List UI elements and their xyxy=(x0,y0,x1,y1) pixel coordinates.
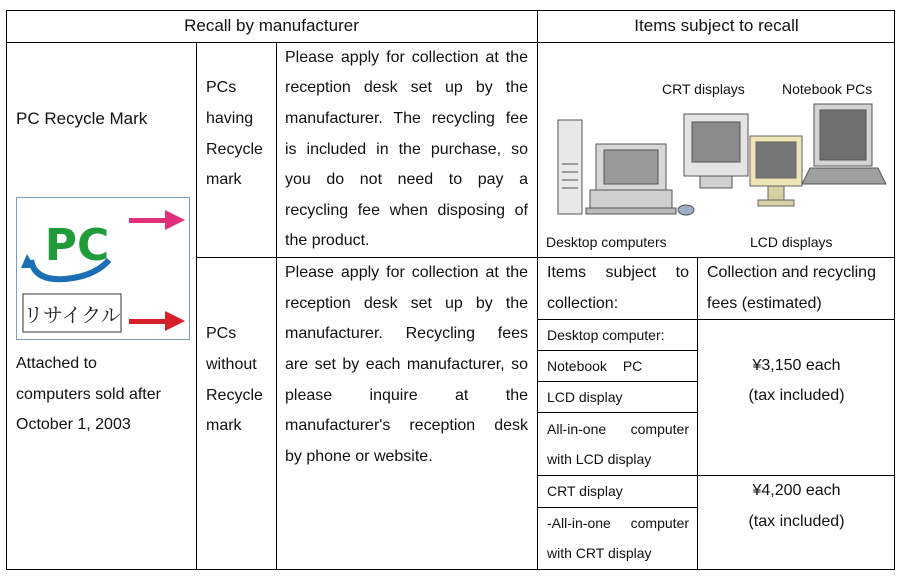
fee-group1-amount: ¥3,150 each xyxy=(752,357,841,374)
mark-note-line-1: Attached to xyxy=(16,355,97,372)
col-divider-b xyxy=(276,42,277,570)
with-mark-desc-5: you do not need to pay a xyxy=(285,171,528,188)
pc-recycle-logo xyxy=(17,198,189,339)
fee-item-all-in-one-crt-1: -All-in-one computer xyxy=(547,515,689,531)
col-divider-a xyxy=(196,42,197,570)
fee-col1-header-1: Items subject to xyxy=(547,264,689,281)
label-desktop-computers: Desktop computers xyxy=(546,234,667,250)
without-mark-label-4: mark xyxy=(206,417,242,434)
without-mark-desc-3: manufacturer. Recycling fees xyxy=(285,325,528,342)
logo-recycle-text: リサイクル xyxy=(23,303,121,327)
mark-note-line-3: October 1, 2003 xyxy=(16,416,131,433)
with-mark-desc-1: Please apply for collection at the xyxy=(285,49,528,66)
fee-group2-tax: (tax included) xyxy=(748,513,845,530)
fee-item-lcd: LCD display xyxy=(547,389,623,405)
label-lcd-displays: LCD displays xyxy=(750,234,833,250)
arrow-right-icon xyxy=(129,210,185,230)
with-mark-label-1: PCs xyxy=(206,79,237,96)
fee-item-desktop: Desktop computer: xyxy=(547,327,665,343)
without-mark-desc-7: by phone or website. xyxy=(285,448,433,465)
center-divider xyxy=(537,10,538,570)
header-items-subject-to-recall: Items subject to recall xyxy=(634,16,799,35)
with-mark-desc-6: recycling fee when disposing of xyxy=(285,202,528,219)
with-mark-desc-4: is included in the purchase, so xyxy=(285,141,528,158)
fee-item-all-in-one-lcd-1: All-in-one computer xyxy=(547,421,689,437)
with-mark-label-2: having xyxy=(206,110,254,127)
fee-item-notebook: Notebook PC xyxy=(547,358,643,374)
fee-col2-header-1: Collection and recycling xyxy=(707,264,876,281)
computer-illustration xyxy=(540,44,893,256)
without-mark-desc-6: manufacturer's reception desk xyxy=(285,417,528,434)
mark-title: PC Recycle Mark xyxy=(16,109,148,128)
fee-group2-amount: ¥4,200 each xyxy=(752,482,841,499)
without-mark-desc-5: please inquire at the xyxy=(285,387,528,404)
fee-item-all-in-one-lcd-2: with LCD display xyxy=(547,451,652,467)
without-mark-label-3: Recycle xyxy=(206,387,263,404)
pc-recycle-mark-panel xyxy=(16,197,190,340)
without-mark-desc-1: Please apply for collection at the xyxy=(285,264,528,281)
fee-item-all-in-one-crt-2: with CRT display xyxy=(547,545,652,561)
fee-item-crt: CRT display xyxy=(547,483,623,499)
fee-group1-tax: (tax included) xyxy=(748,387,845,404)
without-mark-label-1: PCs xyxy=(206,325,237,342)
with-mark-desc-3: manufacturer. The recycling fee xyxy=(285,110,528,127)
without-mark-label-2: without xyxy=(206,356,257,373)
without-mark-desc-2: reception desk set up by the xyxy=(285,295,528,312)
fee-col1-header-2: collection: xyxy=(547,295,619,312)
with-mark-desc-7: the product. xyxy=(285,232,370,249)
arrow-right-icon xyxy=(129,311,185,331)
without-mark-desc-4: are set by each manufacturer, so xyxy=(285,356,528,373)
header-recall-by-manufacturer: Recall by manufacturer xyxy=(184,16,359,35)
with-mark-label-3: Recycle xyxy=(206,141,263,158)
with-mark-desc-2: reception desk set up by the xyxy=(285,79,528,96)
logo-pc-text: PC xyxy=(44,220,110,271)
fee-col2-header-2: fees (estimated) xyxy=(707,295,822,312)
label-crt-displays: CRT displays xyxy=(662,81,745,97)
mark-note-line-2: computers sold after xyxy=(16,386,161,403)
with-mark-label-4: mark xyxy=(206,171,242,188)
label-notebook-pcs: Notebook PCs xyxy=(782,81,873,97)
